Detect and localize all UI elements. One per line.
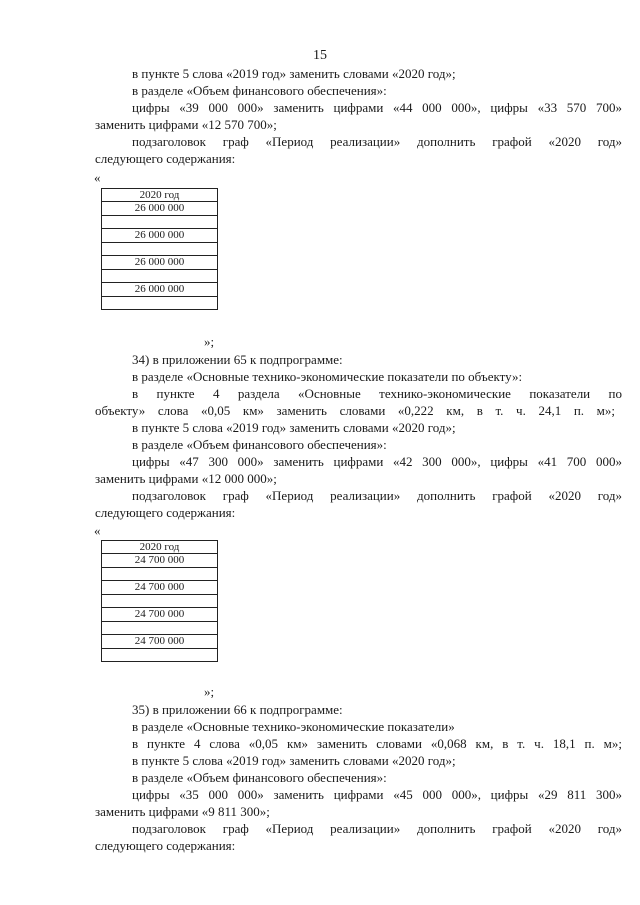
text-line: в пункте 4 слова «0,05 км» заменить словами «0,068 км, в т. ч. 18,1 п. м»;	[132, 736, 622, 751]
opening-quote: «	[94, 170, 101, 185]
table-cell	[102, 296, 218, 310]
text-line: в разделе «Объем финансового обеспечения»:	[132, 437, 387, 452]
amount-table	[101, 540, 218, 662]
amount-table	[101, 188, 218, 310]
text-line: цифры «47 300 000» заменить цифрами «42 300 000», цифры «41 700 000»	[132, 454, 622, 469]
text-line: заменить цифрами «12 000 000»;	[95, 471, 277, 486]
text-line: в пункте 5 слова «2019 год» заменить словами «2020 год»;	[132, 753, 456, 768]
table-cell	[102, 621, 218, 635]
table-header-cell: 2020 год	[102, 541, 218, 554]
text-line: в разделе «Объем финансового обеспечения»:	[132, 770, 387, 785]
closing-quote: »;	[204, 684, 215, 699]
text-line: в разделе «Основные технико-экономические показатели по объекту»:	[132, 369, 523, 384]
table-cell: 24 700 000	[102, 635, 218, 649]
text-line: в пункте 5 слова «2019 год» заменить словами «2020 год»;	[132, 420, 456, 435]
table-cell: 26 000 000	[102, 283, 218, 297]
text-line: подзаголовок граф «Период реализации» дополнить графой «2020 год»	[132, 821, 622, 836]
text-line: цифры «39 000 000» заменить цифрами «44 000 000», цифры «33 570 700»	[132, 100, 622, 115]
opening-quote: «	[94, 523, 101, 538]
table-cell: 24 700 000	[102, 554, 218, 568]
table-cell	[102, 594, 218, 608]
table-cell	[102, 215, 218, 229]
text-line: в разделе «Объем финансового обеспечения»:	[132, 83, 387, 98]
table-header-cell: 2020 год	[102, 189, 218, 202]
text-line: заменить цифрами «9 811 300»;	[95, 804, 270, 819]
page-number: 15	[313, 48, 327, 63]
table-cell	[102, 648, 218, 662]
text-line: 34) в приложении 65 к подпрограмме:	[132, 352, 343, 367]
text-line: в пункте 4 раздела «Основные технико-экономические показатели по	[132, 386, 622, 401]
table-cell: 26 000 000	[102, 202, 218, 216]
table-cell: 26 000 000	[102, 256, 218, 270]
text-line: следующего содержания:	[95, 505, 236, 520]
text-line: заменить цифрами «12 570 700»;	[95, 117, 277, 132]
table-cell	[102, 567, 218, 581]
table-cell	[102, 269, 218, 283]
text-line: объекту» слова «0,05 км» заменить словами «0,222 км, в т. ч. 24,1 п. м»;	[95, 403, 615, 418]
text-line: следующего содержания:	[95, 838, 236, 853]
text-line: подзаголовок граф «Период реализации» дополнить графой «2020 год»	[132, 488, 622, 503]
text-line: в пункте 5 слова «2019 год» заменить словами «2020 год»;	[132, 66, 456, 81]
text-line: подзаголовок граф «Период реализации» дополнить графой «2020 год»	[132, 134, 622, 149]
closing-quote: »;	[204, 334, 215, 349]
text-line: цифры «35 000 000» заменить цифрами «45 000 000», цифры «29 811 300»	[132, 787, 622, 802]
text-line: в разделе «Основные технико-экономические показатели»	[132, 719, 455, 734]
table-cell: 24 700 000	[102, 581, 218, 595]
table-cell: 24 700 000	[102, 608, 218, 622]
table-cell: 26 000 000	[102, 229, 218, 243]
text-line: 35) в приложении 66 к подпрограмме:	[132, 702, 343, 717]
text-line: следующего содержания:	[95, 151, 236, 166]
table-cell	[102, 242, 218, 256]
